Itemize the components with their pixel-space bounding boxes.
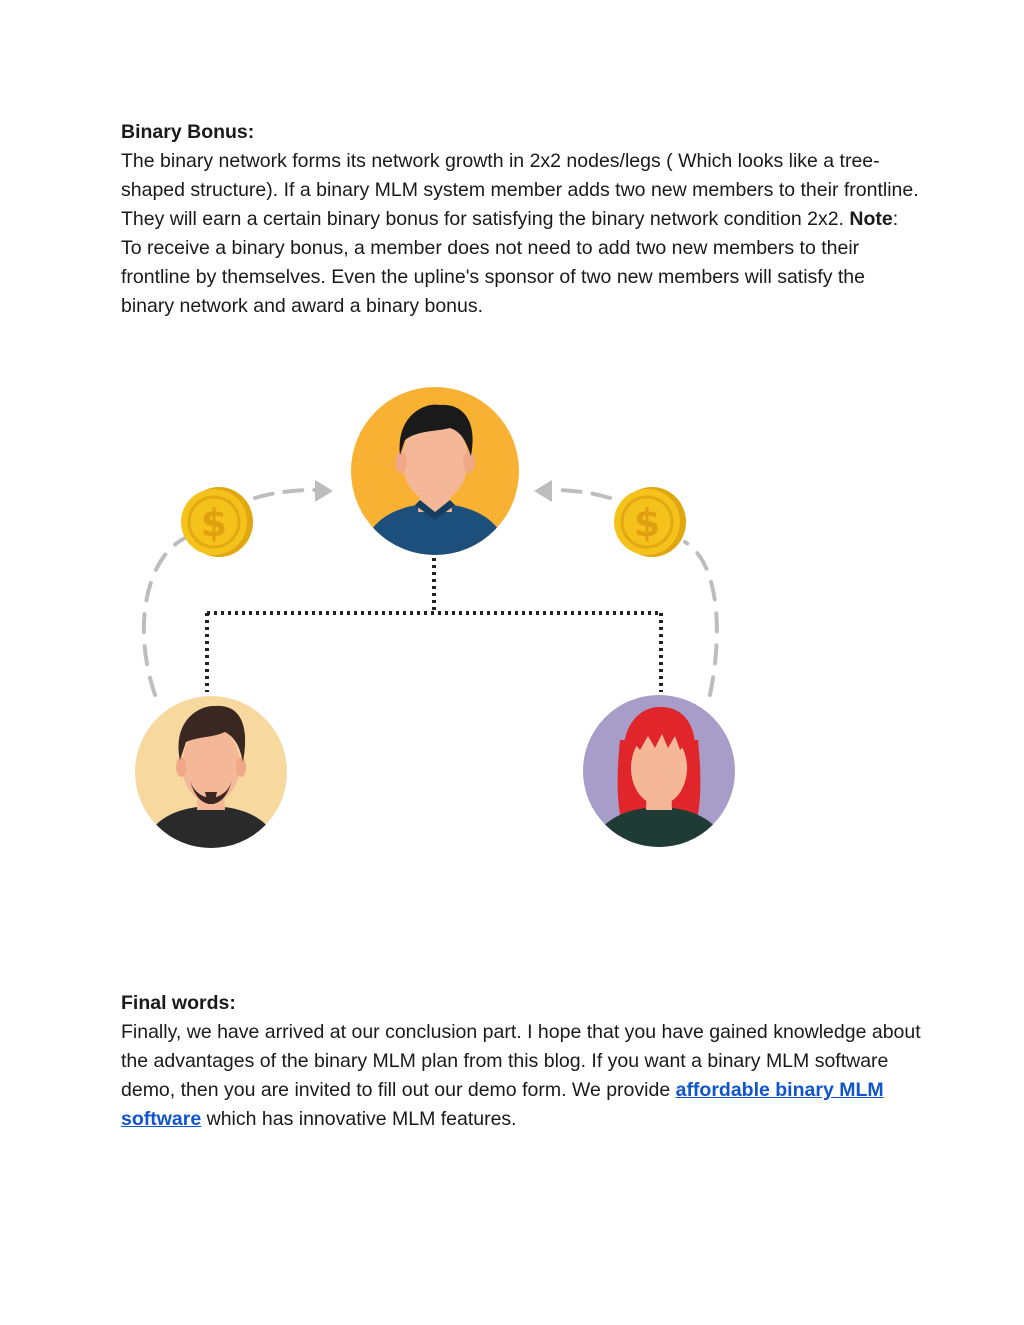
tree-connectors xyxy=(207,558,661,692)
binary-bonus-section xyxy=(121,118,921,321)
sponsor-avatar xyxy=(351,387,519,560)
left-coin-icon xyxy=(181,487,253,557)
right-arrowhead-icon xyxy=(534,480,552,502)
left-coin-symbol: $ xyxy=(200,501,228,545)
right-return-arc xyxy=(685,542,717,695)
binary-bonus-text-2: : To receive a binary bonus, a member does not need to add two new members to their frontline by themselves. Even the upline's sponsor of two new members will satisfy the binary network and award a binary bonus. xyxy=(121,208,899,317)
affordable-software-link[interactable]: affordable binary MLM software xyxy=(121,1079,884,1130)
final-words-section xyxy=(121,989,921,1134)
binary-tree-diagram xyxy=(0,370,1024,870)
right-top-arc xyxy=(552,490,610,498)
left-return-arc xyxy=(144,538,185,695)
left-arrowhead-icon xyxy=(315,480,333,502)
left-top-arc xyxy=(255,490,315,498)
final-words-text-1: Finally, we have arrived at our conclusion part. I hope that you have gained knowledge about the advantages of the binary MLM plan from this blog. If you want a binary MLM software demo, then you are invited to fill out our demo form. We provide xyxy=(121,1021,921,1101)
right-coin-icon xyxy=(614,487,686,557)
note-label: Note xyxy=(849,208,893,230)
final-words-paragraph xyxy=(121,1018,921,1134)
final-words-heading: Final words: xyxy=(121,992,236,1014)
left-member-avatar xyxy=(135,696,287,860)
binary-bonus-paragraph xyxy=(121,147,921,321)
binary-bonus-text-1: The binary network forms its network growth in 2x2 nodes/legs ( Which looks like a tree-shaped structure). If a binary MLM system member adds two new members to their frontline. They will earn a certain binary bonus for satisfying the binary network condition 2x2. xyxy=(121,150,919,230)
binary-bonus-heading: Binary Bonus: xyxy=(121,121,255,143)
final-words-text-2: which has innovative MLM features. xyxy=(201,1108,517,1130)
right-member-avatar xyxy=(583,695,735,860)
right-coin-symbol: $ xyxy=(633,501,661,545)
